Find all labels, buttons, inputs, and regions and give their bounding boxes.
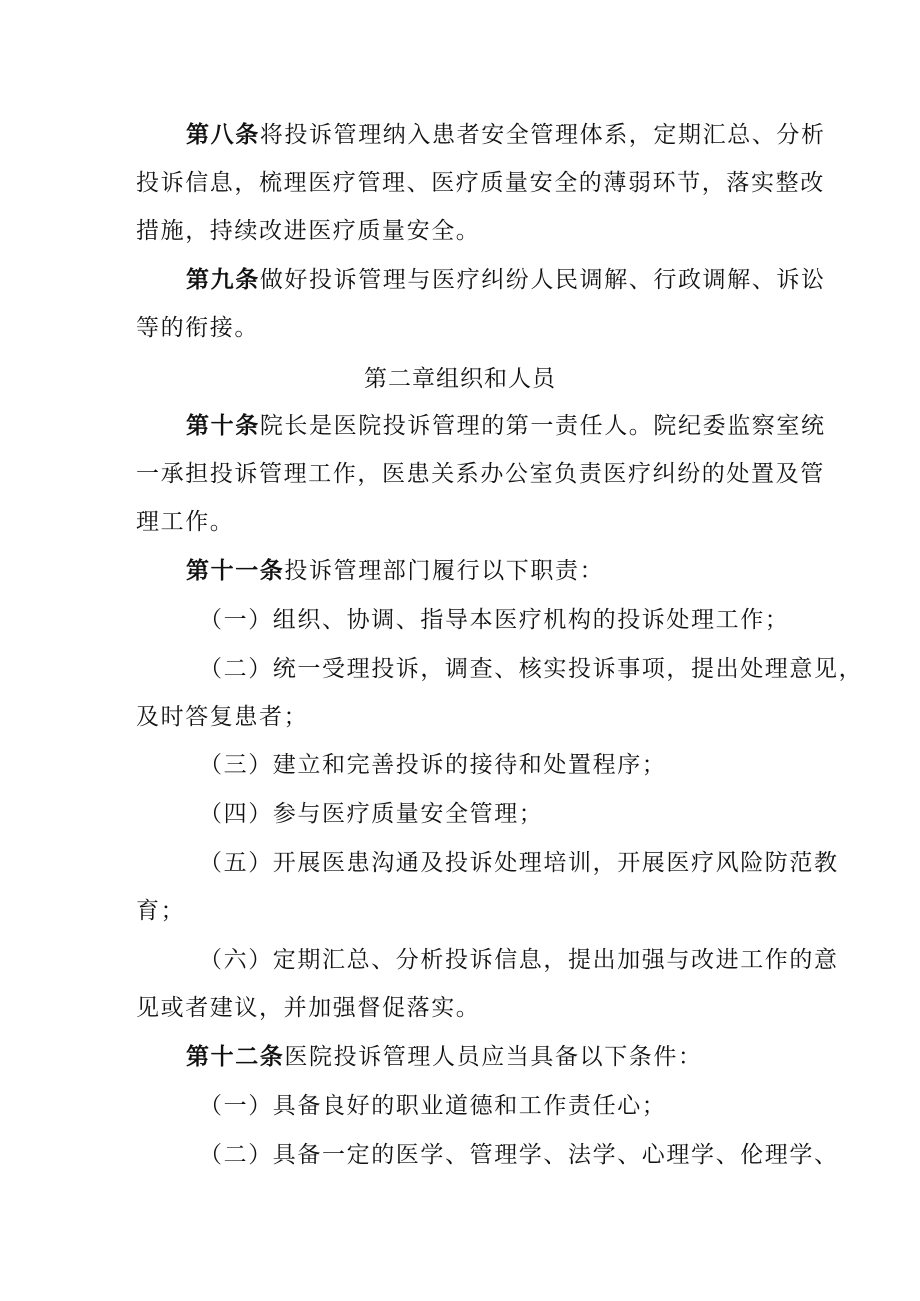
article-9-text-1: 做好投诉管理与医疗纠纷人民调解、行政调解、诉讼 <box>259 267 826 293</box>
article-11-item-6-line-2: 见或者建议，并加强督促落实。 <box>136 995 481 1021</box>
article-8-line-1 <box>186 120 826 150</box>
article-9-label: 第九条 <box>186 267 260 293</box>
article-12-item-1: （一）具备良好的职业道德和工作责任心； <box>199 1093 667 1119</box>
article-11-item-3: （三）建立和完善投诉的接待和处置程序； <box>199 752 667 778</box>
chapter-title: 第二章组织和人员 <box>364 366 556 392</box>
article-11-item-2-line-2: 及时答复患者； <box>136 704 309 730</box>
article-11-intro: 投诉管理部门履行以下职责： <box>284 558 605 584</box>
article-11-item-1: （一）组织、协调、指导本医疗机构的投诉处理工作； <box>199 607 790 633</box>
article-9-line-1 <box>186 265 826 295</box>
article-11-line-1 <box>186 556 790 586</box>
article-11-item-2-line-1: （二）统一受理投诉，调查、核实投诉事项，提出处理意见， <box>199 656 864 682</box>
article-10-line-3: 理工作。 <box>136 509 235 535</box>
article-10-line-2: 一承担投诉管理工作，医患关系办公室负责医疗纠纷的处置及管 <box>136 461 825 487</box>
article-8-line-3: 措施，持续改进医疗质量安全。 <box>136 218 481 244</box>
article-11-item-5-line-2: 育； <box>136 898 186 924</box>
article-11-item-5-line-1: （五）开展医患沟通及投诉处理培训，开展医疗风险防范教 <box>199 850 839 876</box>
article-8-line-2: 投诉信息，梳理医疗管理、医疗质量安全的薄弱环节，落实整改 <box>136 170 825 196</box>
article-12-label: 第十二条 <box>186 1044 285 1070</box>
article-9-line-2: 等的衔接。 <box>136 315 259 341</box>
article-10-text-1: 院长是医院投诉管理的第一责任人。院纪委监察室统 <box>259 413 826 439</box>
article-10-line-1 <box>186 411 826 441</box>
article-11-item-6-line-1: （六）定期汇总、分析投诉信息，提出加强与改进工作的意 <box>199 947 839 973</box>
article-12-item-2-line-1: （二）具备一定的医学、管理学、法学、心理学、伦理学、 <box>199 1142 839 1168</box>
article-11-label: 第十一条 <box>186 558 285 584</box>
article-12-intro: 医院投诉管理人员应当具备以下条件： <box>284 1044 703 1070</box>
article-12-line-1 <box>186 1042 790 1072</box>
article-10-label: 第十条 <box>186 413 260 439</box>
article-8-label: 第八条 <box>186 122 260 148</box>
article-11-item-4: （四）参与医疗质量安全管理； <box>199 801 544 827</box>
article-8-text-1: 将投诉管理纳入患者安全管理体系，定期汇总、分析 <box>259 122 826 148</box>
